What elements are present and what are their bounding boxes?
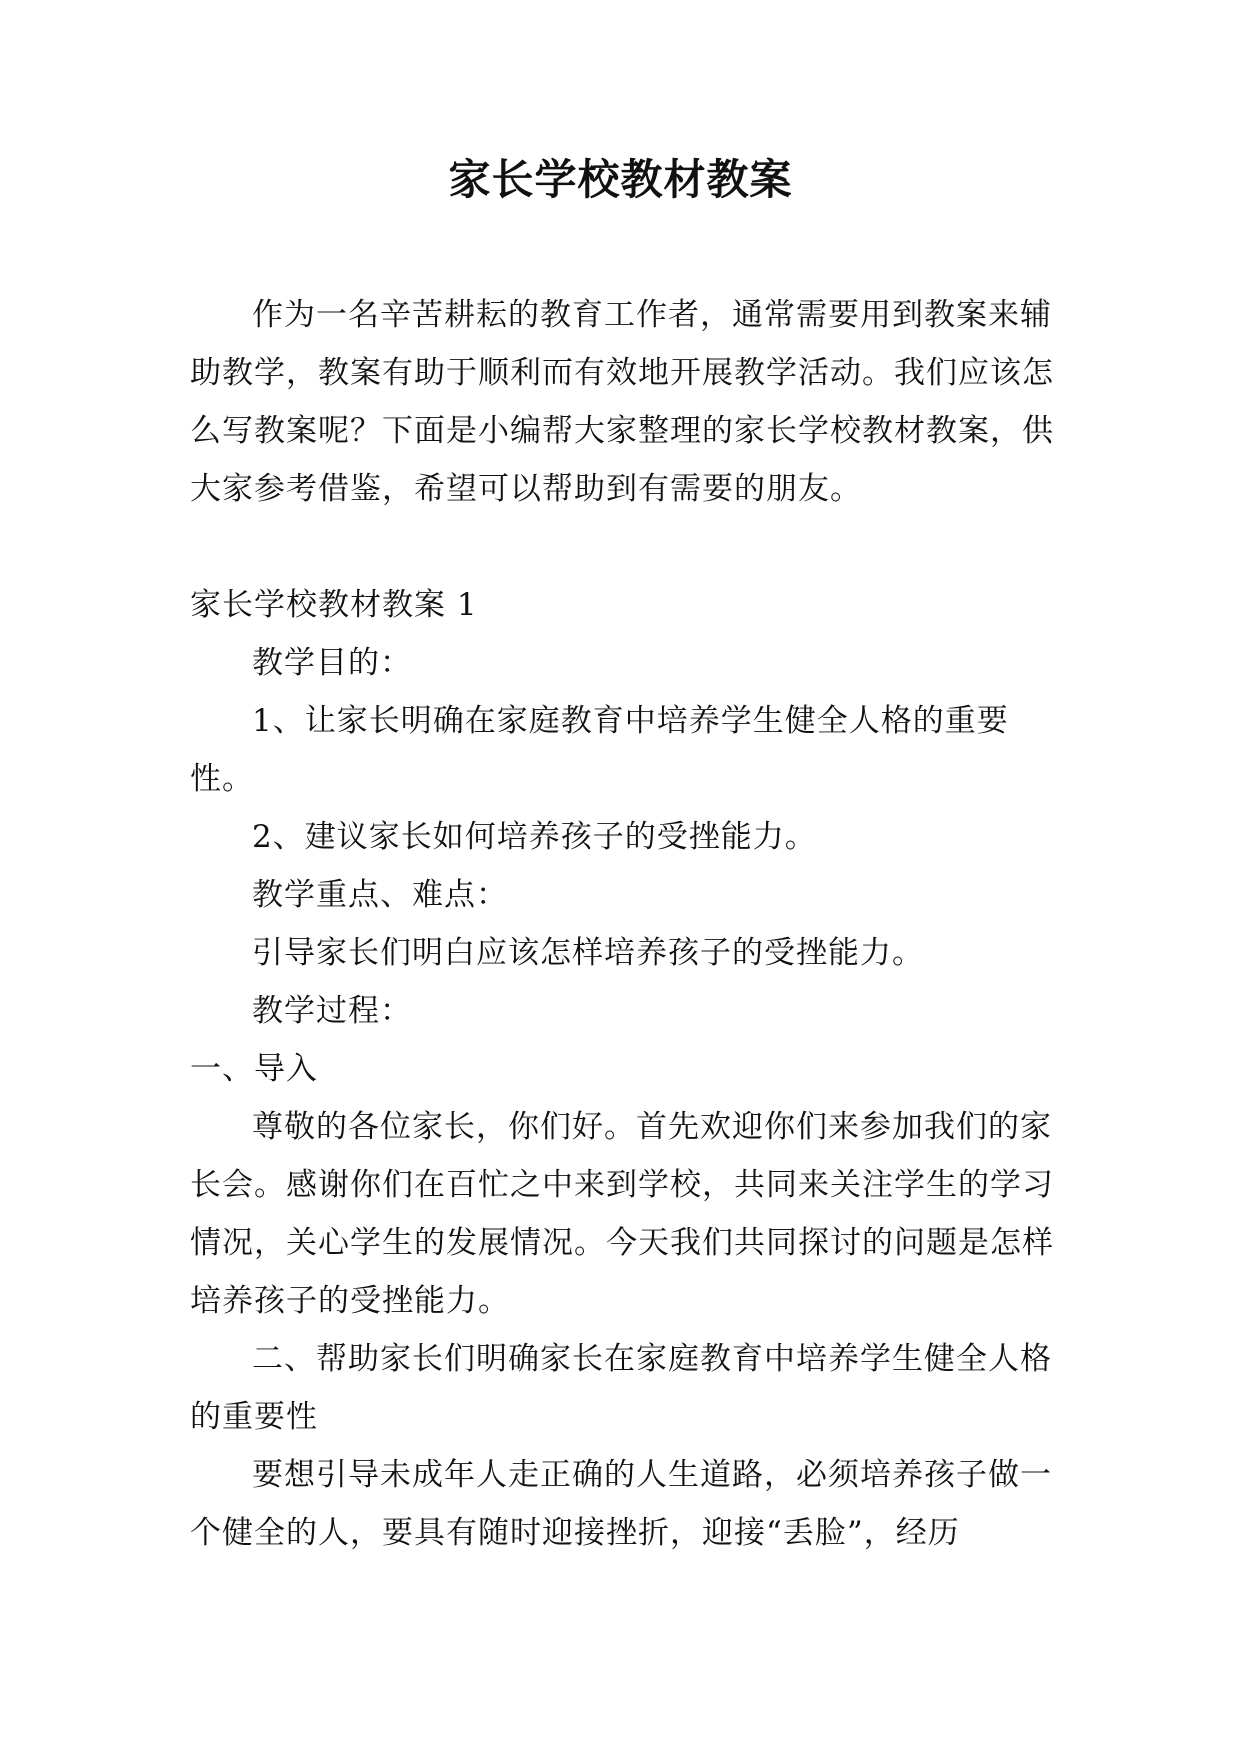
- document-title: 家长学校教材教案: [448, 155, 793, 204]
- paragraph-key-points: 引导家长们明白应该怎样培养孩子的受挫能力。: [252, 935, 924, 971]
- paragraph-goal-1: 1、让家长明确在家庭教育中培养学生健全人格的重要性。: [190, 703, 1009, 797]
- paragraph-key-points-label: 教学重点、难点：: [252, 877, 508, 913]
- paragraph-teaching-goals-label: 教学目的：: [252, 645, 412, 681]
- section-heading: 家长学校教材教案 1: [190, 587, 478, 623]
- intro-paragraph: 作为一名辛苦耕耘的教育工作者，通常需要用到教案来辅助教学，教案有助于顺利而有效地开展教学活动。我们应该怎么写教案呢？下面是小编帮大家整理的家长学校教材教案，供大家参考借鉴，希望可以帮助到有需要的朋友。: [190, 297, 1054, 507]
- paragraph-part-2-heading: 二、帮助家长们明确家长在家庭教育中培养学生健全人格的重要性: [190, 1341, 1052, 1435]
- paragraph-part-1-heading: 一、导入: [190, 1051, 318, 1087]
- paragraph-part-1-body: 尊敬的各位家长，你们好。首先欢迎你们来参加我们的家长会。感谢你们在百忙之中来到学校，共同来关注学生的学习情况，关心学生的发展情况。今天我们共同探讨的问题是怎样培养孩子的受挫能力。: [190, 1109, 1054, 1319]
- paragraph-process-label: 教学过程：: [252, 993, 412, 1029]
- document-body: [190, 286, 1056, 1562]
- paragraph-part-2-body: 要想引导未成年人走正确的人生道路，必须培养孩子做一个健全的人，要具有随时迎接挫折，迎接“丢脸”，经历: [190, 1457, 1052, 1551]
- paragraph-goal-2: 2、建议家长如何培养孩子的受挫能力。: [252, 819, 817, 855]
